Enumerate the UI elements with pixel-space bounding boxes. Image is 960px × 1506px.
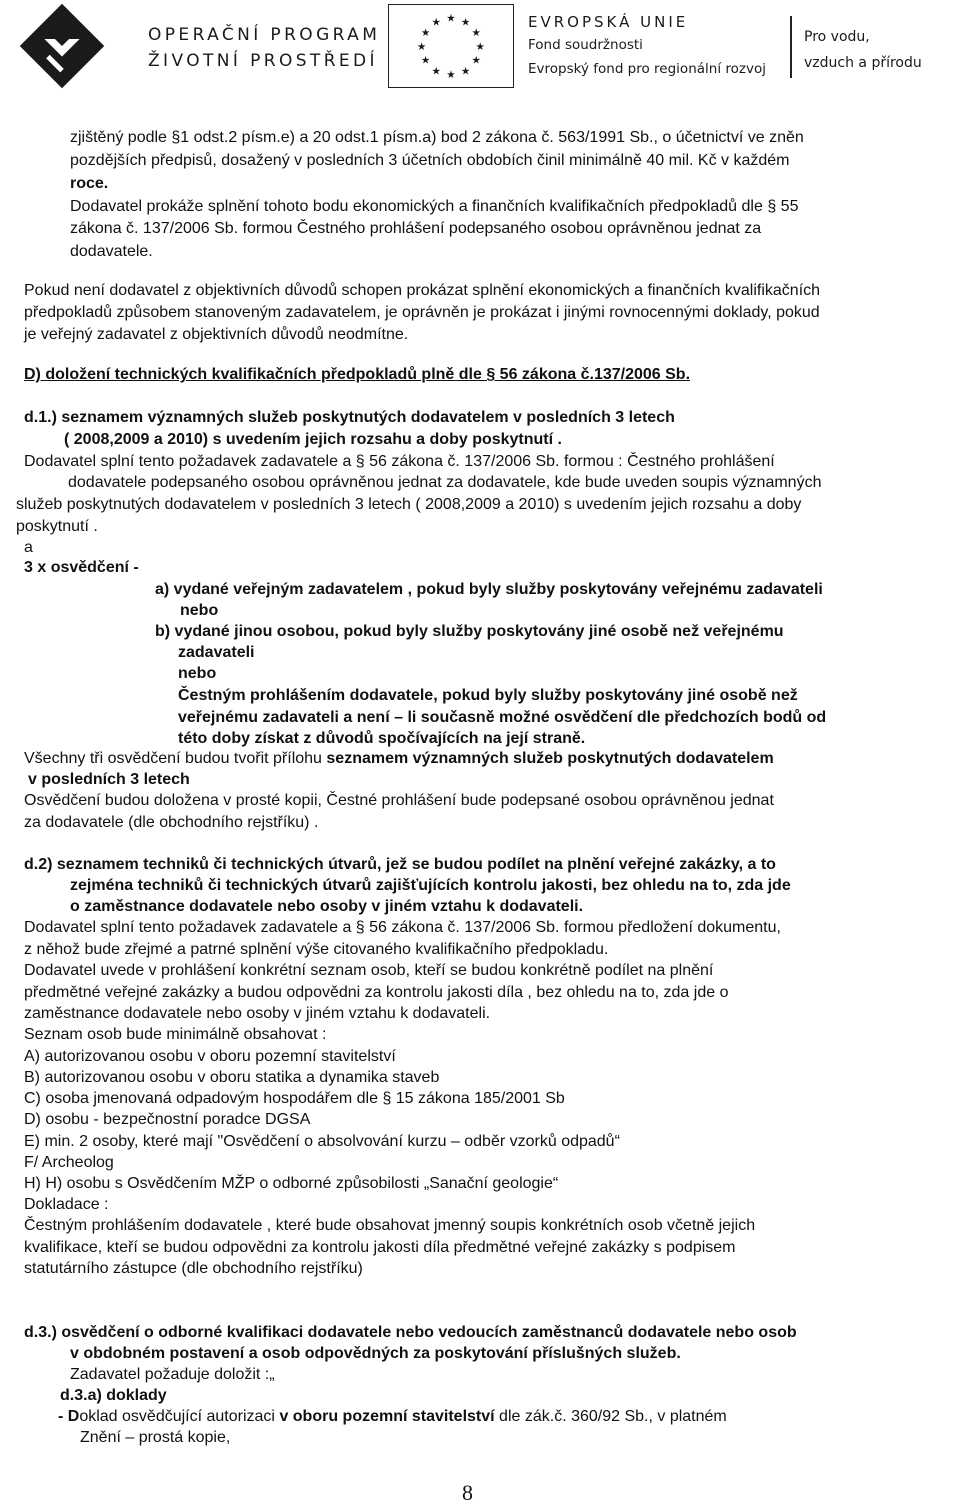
- text-line: této doby získat z důvodů spočívajících na její straně.: [178, 730, 586, 747]
- text-line: dodavatele.: [70, 243, 153, 260]
- text-line: Osvědčení budou doložena v prosté kopii, Čestné prohlášení bude podepsané osobou oprávněnou jednat: [24, 792, 774, 809]
- text-line: Pokud není dodavatel z objektivních důvodů schopen prokázat splnění ekonomických a finančních kvalifikačních: [24, 282, 821, 299]
- eu-flag-icon: [388, 4, 514, 88]
- text-line: F/ Archeolog: [24, 1154, 114, 1171]
- text-line: A) autorizovanou osobu v oboru pozemní stavitelství: [24, 1048, 396, 1065]
- text-line: statutárního zástupce (dle obchodního rejstříku): [24, 1260, 363, 1277]
- svg-text:★: ★: [416, 40, 427, 53]
- text-line: Seznam osob bude minimálně obsahovat :: [24, 1026, 327, 1043]
- text-line: Dodavatel splní tento požadavek zadavatele a § 56 zákona č. 137/2006 Sb. formou : Čestného prohlášení: [24, 453, 775, 470]
- text-line: D) osobu - bezpečnostní poradce DGSA: [24, 1111, 311, 1128]
- eu-logo-text: [528, 11, 766, 81]
- text-line: a) vydané veřejným zadavatelem , pokud byly služby poskytovány veřejnému zadavateli: [155, 581, 823, 598]
- text-line: pozdějších předpisů, dosažený v posledních 3 účetních obdobích činil minimálně 40 mil. Kč v každém: [70, 152, 790, 169]
- svg-text:★: ★: [460, 16, 471, 29]
- svg-text:★: ★: [471, 54, 482, 67]
- text-line: poskytnutí .: [16, 518, 98, 535]
- text-line: v obdobném postavení a osob odpovědných za poskytování příslušných služeb.: [70, 1345, 681, 1362]
- svg-text:★: ★: [446, 69, 456, 82]
- op-line1: OPERAČNÍ PROGRAM: [148, 25, 381, 45]
- text-line: předpokladů způsobem stanoveným zadavatelem, je oprávněn je prokázat i jinými rovnocennými doklady, pokud: [24, 304, 820, 321]
- text-line: H) H) osobu s Osvědčením MŽP o odborné způsobilosti „Sanační geologie“: [24, 1175, 559, 1192]
- text-line: Dodavatel prokáže splnění tohoto bodu ekonomických a finančních kvalifikačních předpokladů dle § 55: [70, 198, 799, 215]
- text-line: zejména techniků či technických útvarů zajišťujících kontrolu jakosti, bez ohledu na to, zda jde: [70, 877, 791, 894]
- text-line: zadavateli: [178, 644, 255, 661]
- op-logo-text: [148, 22, 380, 74]
- svg-text:★: ★: [431, 16, 442, 29]
- text-line: zákona č. 137/2006 Sb. formou Čestného prohlášení podepsaného osobou oprávněnou jednat za: [70, 220, 762, 237]
- svg-text:★: ★: [420, 54, 431, 67]
- subheading-d3: d.3.) osvědčení o odborné kvalifikaci dodavatele nebo vedoucích zaměstnanců dodavatele nebo osob: [24, 1324, 797, 1341]
- text-line: Znění – prostá kopie,: [80, 1429, 231, 1446]
- subheading-d3a: d.3.a) doklady: [60, 1387, 167, 1404]
- page-number: 8: [462, 1480, 473, 1505]
- text-line: ( 2008,2009 a 2010) s uvedením jejich rozsahu a doby poskytnutí .: [64, 431, 562, 448]
- text-line: v posledních 3 letech: [28, 771, 190, 788]
- text-line: z něhož bude zřejmé a patrné splnění výše citovaného kvalifikačního předpokladu.: [24, 941, 609, 958]
- text-line: za dodavatele (dle obchodního rejstříku) .: [24, 814, 319, 831]
- text-line: zaměstnance dodavatele nebo osoby v jiném vztahu k dodavateli.: [24, 1005, 491, 1022]
- eu-fund2: Evropský fond pro regionální rozvoj: [528, 61, 766, 77]
- text-line: 3 x osvědčení -: [24, 559, 139, 576]
- text-line: o zaměstnance dodavatele nebo osoby v jiném vztahu k dodavateli.: [70, 898, 584, 915]
- svg-text:★: ★: [460, 65, 471, 78]
- svg-text:★: ★: [475, 40, 486, 53]
- svg-text:★: ★: [420, 27, 431, 40]
- eu-title: EVROPSKÁ UNIE: [528, 13, 689, 31]
- slogan-line2: vzduch a přírodu: [804, 55, 922, 71]
- text-line: Zadavatel požaduje doložit :„: [70, 1366, 275, 1383]
- text-line: B) autorizovanou osobu v oboru statika a dynamika staveb: [24, 1069, 440, 1086]
- text-line: předmětné veřejné zakázky a budou odpovědni za kontrolu jakosti díla , bez ohledu na to, zda jde o: [24, 984, 729, 1001]
- op-zp-logo-icon: [18, 2, 106, 90]
- text-line: Dokladace :: [24, 1196, 109, 1213]
- page-header: [0, 0, 960, 95]
- op-line2: ŽIVOTNÍ PROSTŘEDÍ: [148, 51, 378, 71]
- text-line: nebo: [178, 665, 217, 682]
- text-line: C) osoba jmenovaná odpadovým hospodářem dle § 15 zákona 185/2001 Sb: [24, 1090, 565, 1107]
- text-line: je veřejný zadavatel z objektivních důvodů neodmítne.: [24, 326, 409, 343]
- eu-fund1: Fond soudržnosti: [528, 37, 643, 53]
- text-line: Všechny tři osvědčení budou tvořit přílohu seznamem významných služeb poskytnutých dodavatelem: [24, 750, 774, 767]
- section-heading-d: D) doložení technických kvalifikačních předpokladů plně dle § 56 zákona č.137/2006 Sb.: [24, 366, 691, 383]
- text-line: veřejnému zadavateli a není – li současně možné osvědčení dle předchozích bodů od: [178, 709, 827, 726]
- text-line: - Doklad osvědčující autorizaci v oboru pozemní stavitelství dle zák.č. 360/92 Sb., v platném: [58, 1408, 727, 1425]
- slogan-line1: Pro vodu,: [804, 29, 870, 45]
- subheading-d1: d.1.) seznamem významných služeb poskytnutých dodavatelem v posledních 3 letech: [24, 409, 675, 426]
- svg-text:★: ★: [446, 12, 456, 25]
- text-line: Dodavatel uvede v prohlášení konkrétní seznam osob, kteří se budou konkrétně podílet na plnění: [24, 962, 714, 979]
- text-line: dodavatele podepsaného osobou oprávněnou jednat za dodavatele, kde bude uveden soupis významných: [68, 474, 822, 491]
- header-divider: [790, 16, 792, 78]
- text-line: nebo: [180, 602, 219, 619]
- text-line: a: [24, 539, 33, 556]
- text-line: zjištěný podle §1 odst.2 písm.e) a 20 odst.1 písm.a) bod 2 zákona č. 563/1991 Sb., o účetnictví ve zněn: [70, 129, 804, 146]
- text-line: b) vydané jinou osobou, pokud byly služby poskytovány jiné osobě než veřejnému: [155, 623, 784, 640]
- text-line: E) min. 2 osoby, které mají "Osvědčení o absolvování kurzu – odběr vzorků odpadů“: [24, 1133, 620, 1150]
- slogan: [804, 24, 922, 76]
- subheading-d2: d.2) seznamem techniků či technických útvarů, jež se budou podílet na plnění veřejné zakázky, a to: [24, 856, 776, 873]
- text-line: Dodavatel splní tento požadavek zadavatele a § 56 zákona č. 137/2006 Sb. formou předložení dokumentu,: [24, 919, 781, 936]
- text-line: kvalifikace, kteří se budou odpovědni za kontrolu jakosti díla předmětné veřejné zakázky s podpisem: [24, 1239, 736, 1256]
- text-line: Čestným prohlášením dodavatele, pokud byly služby poskytovány jiné osobě než: [178, 687, 798, 704]
- text-line: roce.: [70, 175, 109, 192]
- svg-text:★: ★: [471, 27, 482, 40]
- text-line: Čestným prohlášením dodavatele , které bude obsahovat jmenný soupis konkrétních osob včetně jejich: [24, 1217, 756, 1234]
- text-line: služeb poskytnutých dodavatelem v posledních 3 letech ( 2008,2009 a 2010) s uvedením jejich rozsahu a doby: [16, 496, 802, 513]
- svg-text:★: ★: [431, 65, 442, 78]
